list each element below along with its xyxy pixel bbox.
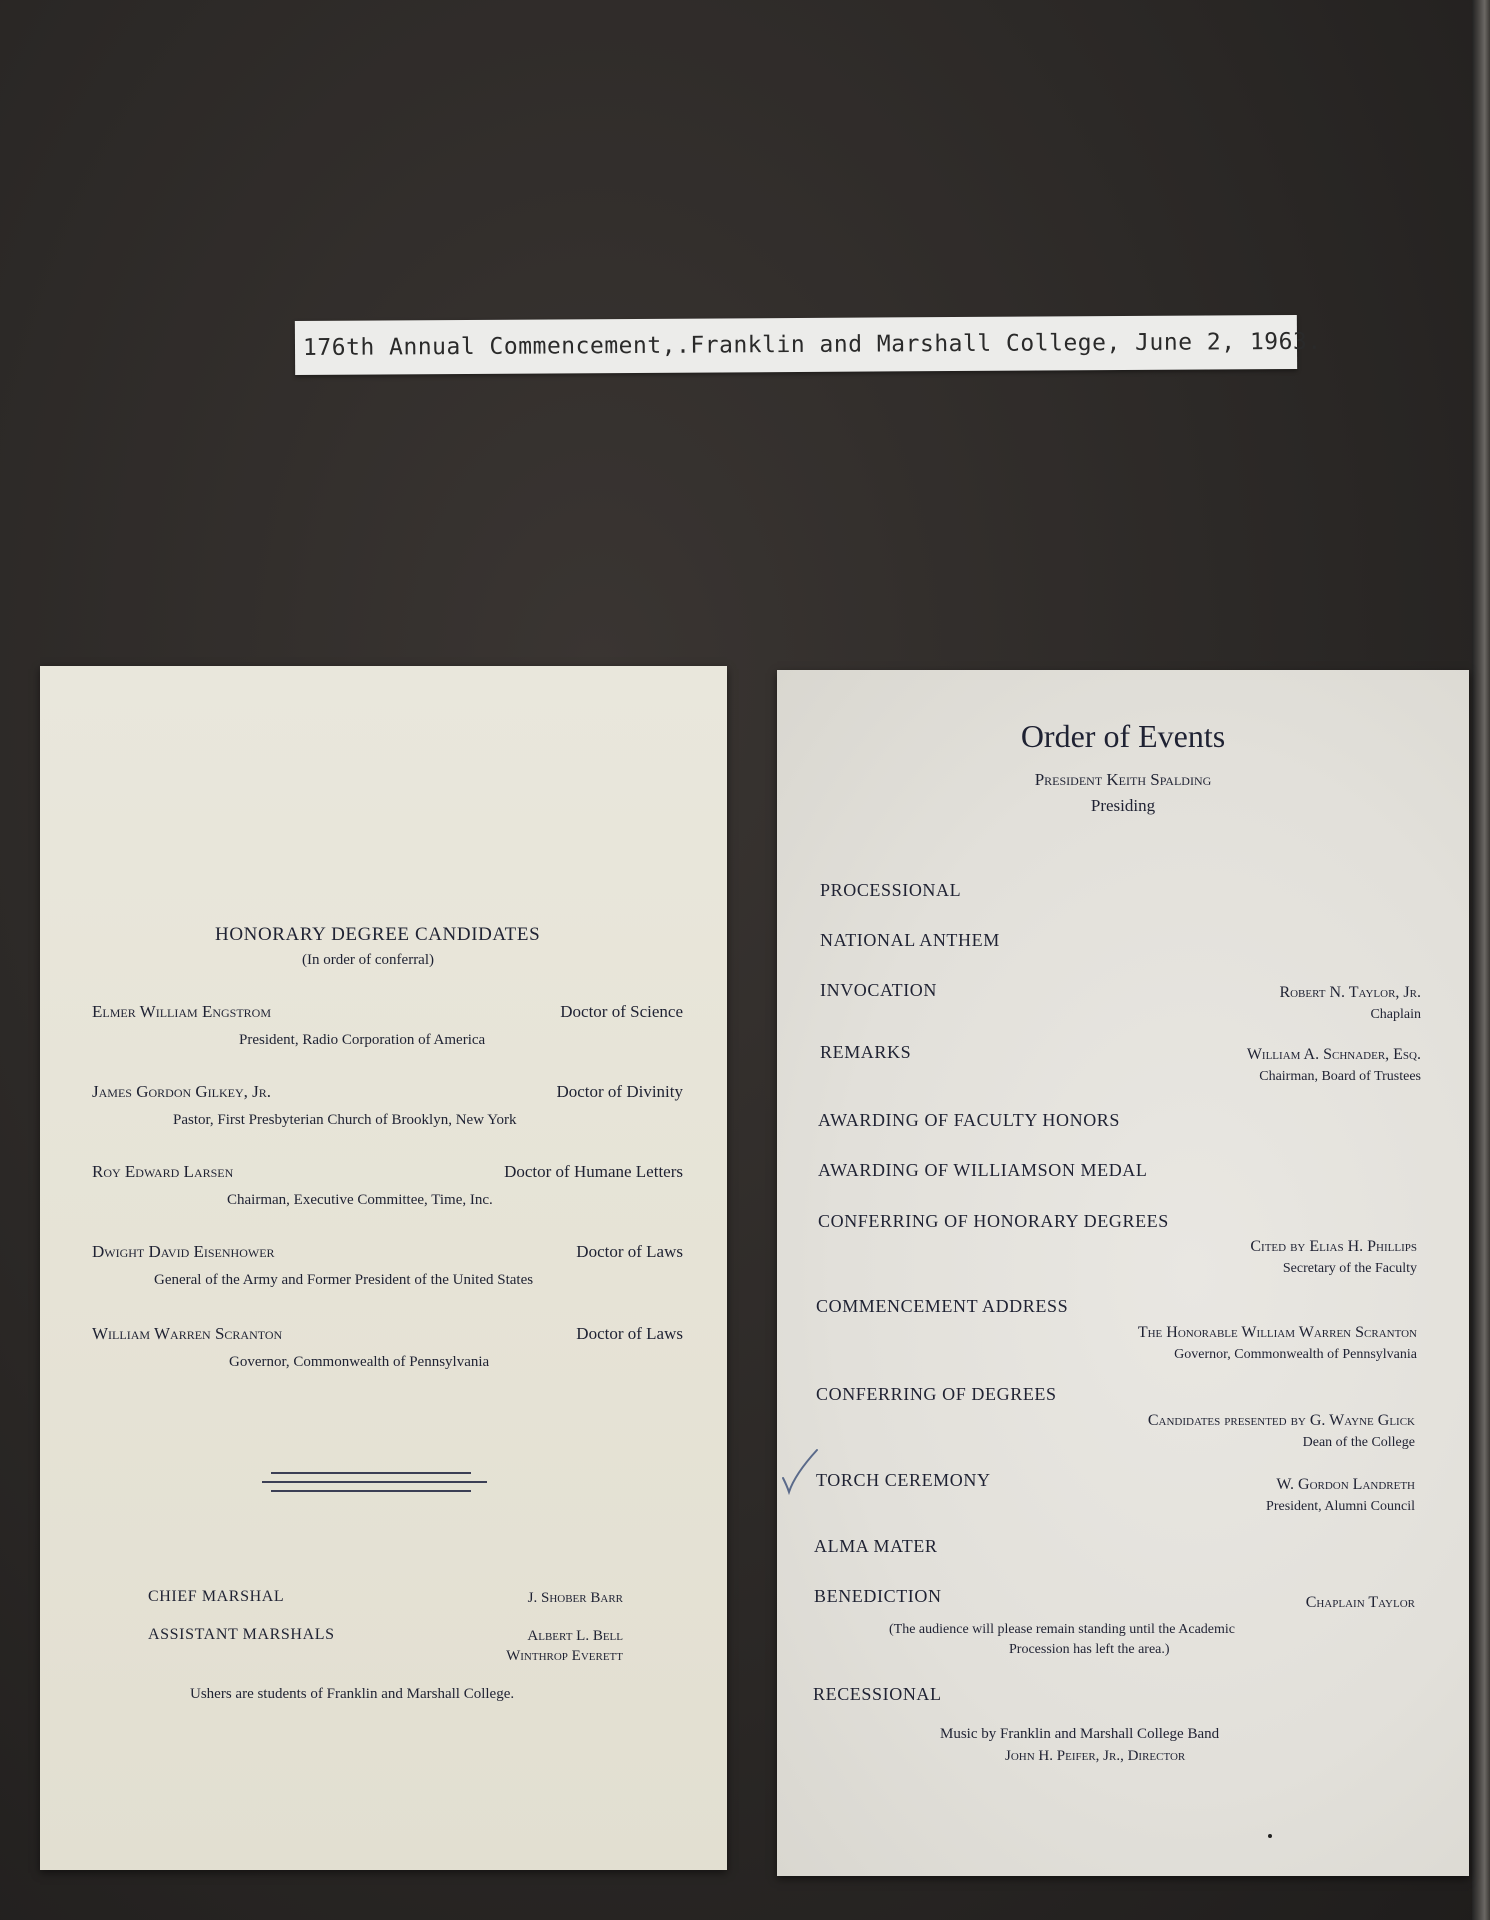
candidate-degree: Doctor of Laws xyxy=(576,1324,683,1343)
event-conferring-degrees: CONFERRING OF DEGREES xyxy=(816,1384,1057,1404)
honorary-subheading: (In order of conferral) xyxy=(302,952,435,968)
candidate-degree: Doctor of Divinity xyxy=(556,1082,683,1101)
event-honorary-degrees: CONFERRING OF HONORARY DEGREES xyxy=(818,1211,1169,1231)
honorary-heading: HONORARY DEGREE CANDIDATES xyxy=(215,924,541,945)
event-role: Chairman, Board of Trustees xyxy=(1259,1069,1421,1084)
event-person: William A. Schnader, Esq. xyxy=(1246,1046,1421,1063)
candidate-title: President, Radio Corporation of America xyxy=(239,1032,486,1048)
handwritten-checkmark-icon xyxy=(781,1446,821,1496)
music-line2: John H. Peifer, Jr., Director xyxy=(1005,1748,1186,1764)
candidate-name: Elmer William Engstrom xyxy=(92,1002,272,1021)
event-person: Chaplain Taylor xyxy=(1305,1594,1415,1611)
event-faculty-honors: AWARDING OF FACULTY HONORS xyxy=(818,1110,1121,1130)
event-alma-mater: ALMA MATER xyxy=(814,1536,938,1556)
event-role: Secretary of the Faculty xyxy=(1282,1261,1417,1276)
candidate-name: James Gordon Gilkey, Jr. xyxy=(92,1082,272,1101)
event-remarks: REMARKS xyxy=(820,1042,912,1062)
ushers-note: Ushers are students of Franklin and Marshall College. xyxy=(190,1686,515,1702)
event-person: The Honorable William Warren Scranton xyxy=(1137,1324,1417,1341)
event-benediction: BENEDICTION xyxy=(814,1586,942,1606)
candidate-degree: Doctor of Science xyxy=(560,1002,683,1021)
event-national-anthem: NATIONAL ANTHEM xyxy=(820,930,1000,950)
decorative-rule xyxy=(271,1490,471,1492)
event-commencement-address: COMMENCEMENT ADDRESS xyxy=(816,1296,1069,1316)
honorary-candidates-page xyxy=(40,666,727,1870)
audience-note-line2: Procession has left the area.) xyxy=(1009,1642,1170,1657)
chief-marshal-name: J. Shober Barr xyxy=(527,1590,623,1606)
music-line1: Music by Franklin and Marshall College Band xyxy=(940,1726,1220,1742)
candidate-name: William Warren Scranton xyxy=(92,1324,283,1343)
candidate-degree: Doctor of Humane Letters xyxy=(504,1162,683,1181)
event-role: Governor, Commonwealth of Pennsylvania xyxy=(1174,1347,1417,1362)
decorative-rule xyxy=(271,1472,471,1474)
album-binding-edge xyxy=(1472,0,1490,1920)
decorative-rule xyxy=(262,1481,487,1483)
candidate-degree: Doctor of Laws xyxy=(576,1242,683,1261)
candidate-title: Chairman, Executive Committee, Time, Inc. xyxy=(227,1192,493,1208)
caption-text: 176th Annual Commencement,.Franklin and Marshall College, June 2, 1963. xyxy=(302,328,1322,362)
assistant-marshal-name: Winthrop Everett xyxy=(506,1648,623,1664)
candidate-title: Governor, Commonwealth of Pennsylvania xyxy=(229,1354,490,1370)
event-processional: PROCESSIONAL xyxy=(820,880,962,900)
ink-dot xyxy=(1268,1834,1272,1838)
event-torch-ceremony: TORCH CEREMONY xyxy=(816,1470,991,1490)
candidate-name: Dwight David Eisenhower xyxy=(92,1242,275,1261)
candidate-title: General of the Army and Former President of the United States xyxy=(154,1272,534,1288)
event-person: Robert N. Taylor, Jr. xyxy=(1279,984,1421,1001)
event-role: Chaplain xyxy=(1370,1007,1421,1022)
event-person: Candidates presented by G. Wayne Glick xyxy=(1147,1412,1415,1429)
event-recessional: RECESSIONAL xyxy=(813,1684,942,1704)
order-of-events-page xyxy=(777,670,1469,1876)
event-role: President, Alumni Council xyxy=(1266,1499,1415,1514)
chief-marshal-label: CHIEF MARSHAL xyxy=(148,1588,285,1605)
presiding-label: Presiding xyxy=(1090,796,1156,815)
candidate-name: Roy Edward Larsen xyxy=(92,1162,234,1181)
event-person: Cited by Elias H. Phillips xyxy=(1250,1238,1417,1255)
order-of-events-title: Order of Events xyxy=(1020,718,1226,754)
assistant-marshals-label: ASSISTANT MARSHALS xyxy=(148,1626,335,1643)
audience-note-line1: (The audience will please remain standing until the Academic xyxy=(889,1622,1235,1637)
typed-caption-label xyxy=(295,315,1322,375)
event-invocation: INVOCATION xyxy=(820,980,937,1000)
event-williamson-medal: AWARDING OF WILLIAMSON MEDAL xyxy=(818,1160,1148,1180)
event-role: Dean of the College xyxy=(1302,1435,1415,1450)
assistant-marshal-name: Albert L. Bell xyxy=(527,1628,623,1644)
event-person: W. Gordon Landreth xyxy=(1276,1476,1415,1493)
candidate-title: Pastor, First Presbyterian Church of Brooklyn, New York xyxy=(173,1112,517,1128)
presiding-name: President Keith Spalding xyxy=(1034,770,1212,789)
